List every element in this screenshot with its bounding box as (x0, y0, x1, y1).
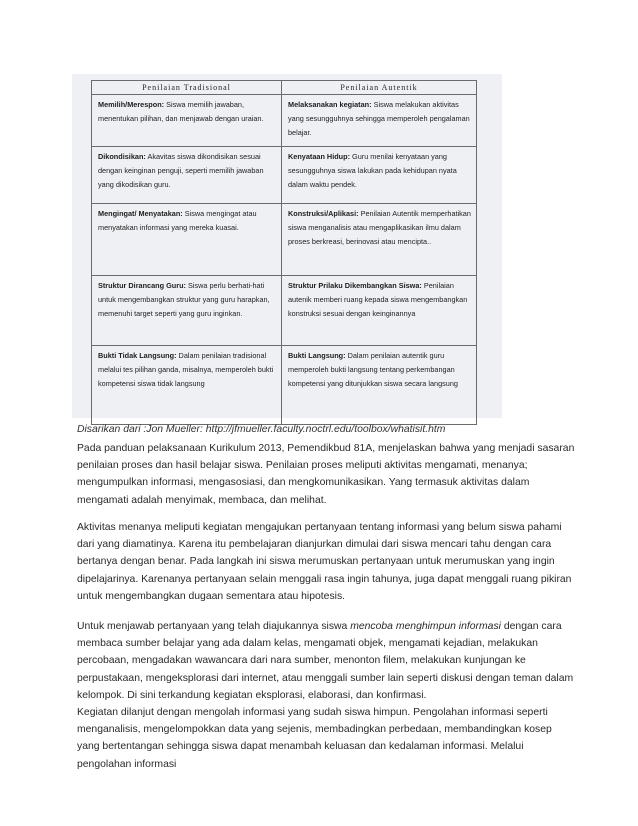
authentic-cell (282, 147, 477, 204)
table-row (92, 276, 477, 346)
description: Guru menilai kenyataan yang sesungguhnya siswa lakukan pada kehidupan nyata dalam waktu pendek. (288, 152, 457, 190)
traditional-cell (92, 95, 282, 147)
term: Bukti Langsung: (288, 351, 346, 360)
authentic-cell (282, 204, 477, 276)
term: Struktur Dirancang Guru: (98, 281, 186, 290)
description: Penilaian Autentik memperhatikan siswa menganalisis atau mengaplikasikan ilmu dalam proses berkreasi, berinovasi atau mencipta.. (288, 209, 471, 247)
description: Dalam penilaian autentik guru memperoleh bukti langsung tentang perkembangan kompetensi yang ditunjukkan siswa secara langsung (288, 351, 458, 389)
paragraph-questioning (77, 519, 577, 605)
description: Siswa melakukan aktivitas yang sesungguhnya sehingga memperoleh pengalaman belajar. (288, 100, 470, 138)
paragraph-information-gathering (77, 618, 577, 773)
term: Bukti Tidak Langsung: (98, 351, 177, 360)
table-row (92, 95, 477, 147)
description: Dalam penilaian tradisional melalui tes pilihan ganda, misalnya, memperoleh bukti kompetensi siswa tidak langsung (98, 351, 274, 389)
paragraph-assessment-target (77, 440, 577, 509)
term: Dikondisikan: (98, 152, 146, 161)
table-header-row (92, 81, 477, 95)
term: Melaksanakan kegiatan: (288, 100, 372, 109)
traditional-cell (92, 346, 282, 425)
header-authentic: Penilaian Autentik (282, 81, 477, 95)
paragraph-processing: Kegiatan dilanjut dengan mengolah informasi yang sudah siswa himpun. Pengolahan informasi seperti menganalisis, mengelompokkan data yang sejenis, membadingkan perbedaan, membandingkan kosep yang bertentangan sehingga siswa dapat menambah keluasan dan kedalaman informasi. Melalui pengolahan informasi (77, 707, 552, 770)
description: Akavitas siswa dikondisikan sesuai dengan keinginan penguji, seperti memilih jawaban yang dikodisikan guru. (98, 152, 264, 190)
emphasis-text: mencoba menghimpun informasi (350, 621, 501, 632)
traditional-cell (92, 147, 282, 204)
description: Siswa memilih jawaban, menentukan pilihan, dan menjawab dengan uraian. (98, 100, 264, 124)
description: Siswa mengingat atau menyatakan informasi yang mereka kuasai. (98, 209, 257, 233)
term: Struktur Prilaku Dikembangkan Siswa: (288, 281, 422, 290)
term: Kenyataan Hidup: (288, 152, 351, 161)
paragraph-text: Pada panduan pelaksanaan Kurikulum 2013, Pemendikbud 81A, menjelaskan bahwa yang menjadi sasaran penilaian proses dan hasil belajar siswa. Penilaian proses meliputi aktivitas mengamati, menanya; mengumpulkan informasi, mengasosiasi, dan mengkomunikasikan. Yang termasuk aktivitas dalam mengamati adalah menyimak, membaca, dan melihat. (77, 443, 575, 506)
comparison-table (91, 80, 477, 425)
description: Siswa perlu berhati-hati untuk mengembangkan struktur yang guru harapkan, memenuhi target seperti yang guru inginkan. (98, 281, 270, 319)
term: Konstruksi/Aplikasi: (288, 209, 359, 218)
authentic-cell (282, 276, 477, 346)
table-row (92, 346, 477, 425)
description: Penilaian autenik memberi ruang kepada siswa mengembangkan konstruksi sesuai dengan keinginannya (288, 281, 468, 319)
authentic-cell (282, 346, 477, 425)
paragraph-text (77, 618, 577, 704)
term: Memilih/Merespon: (98, 100, 165, 109)
text-segment: dengan cara membaca sumber belajar yang ada dalam kelas, mengamati objek, mengamati kejadian, melakukan percobaan, mengadakan wawancara dari nara sumber, menonton filem, melakukan kunjungan ke perpustakaan, mengeksplorasi dari internet, atau menggali sumber lain seperti diskusi dengan teman dalam kelompok. Di sini terkandung kegiatan eksplorasi, elaborasi, dan konfirmasi. (77, 621, 574, 701)
paragraph-text: Aktivitas menanya meliputi kegiatan mengajukan pertanyaan tentang informasi yang belum siswa pahami dari yang diamatinya. Karena itu pembelajaran dianjurkan dimulai dari siswa mencari tahu dengan cara bertanya dengan benar. Pada langkah ini siswa merumuskan pertanyaan untuk merumuskan yang ingin dipelajarinya. Karenanya pertanyaan selain menggali rasa ingin tahunya, juga dapat menggali ruang pikiran untuk mengembangkan dugaan sementara atau hipotesis. (77, 522, 572, 602)
header-traditional: Penilaian Tradisional (92, 81, 282, 95)
table-row (92, 204, 477, 276)
authentic-cell (282, 95, 477, 147)
term: Mengingat/ Menyatakan: (98, 209, 183, 218)
traditional-cell (92, 276, 282, 346)
traditional-cell (92, 204, 282, 276)
table-row (92, 147, 477, 204)
text-segment: Untuk menjawab pertanyaan yang telah diajukannya siswa (77, 621, 351, 632)
source-caption: Disarikan dari :Jon Mueller: http://jfmueller.faculty.noctrl.edu/toolbox/whatisit.htm (77, 424, 446, 435)
